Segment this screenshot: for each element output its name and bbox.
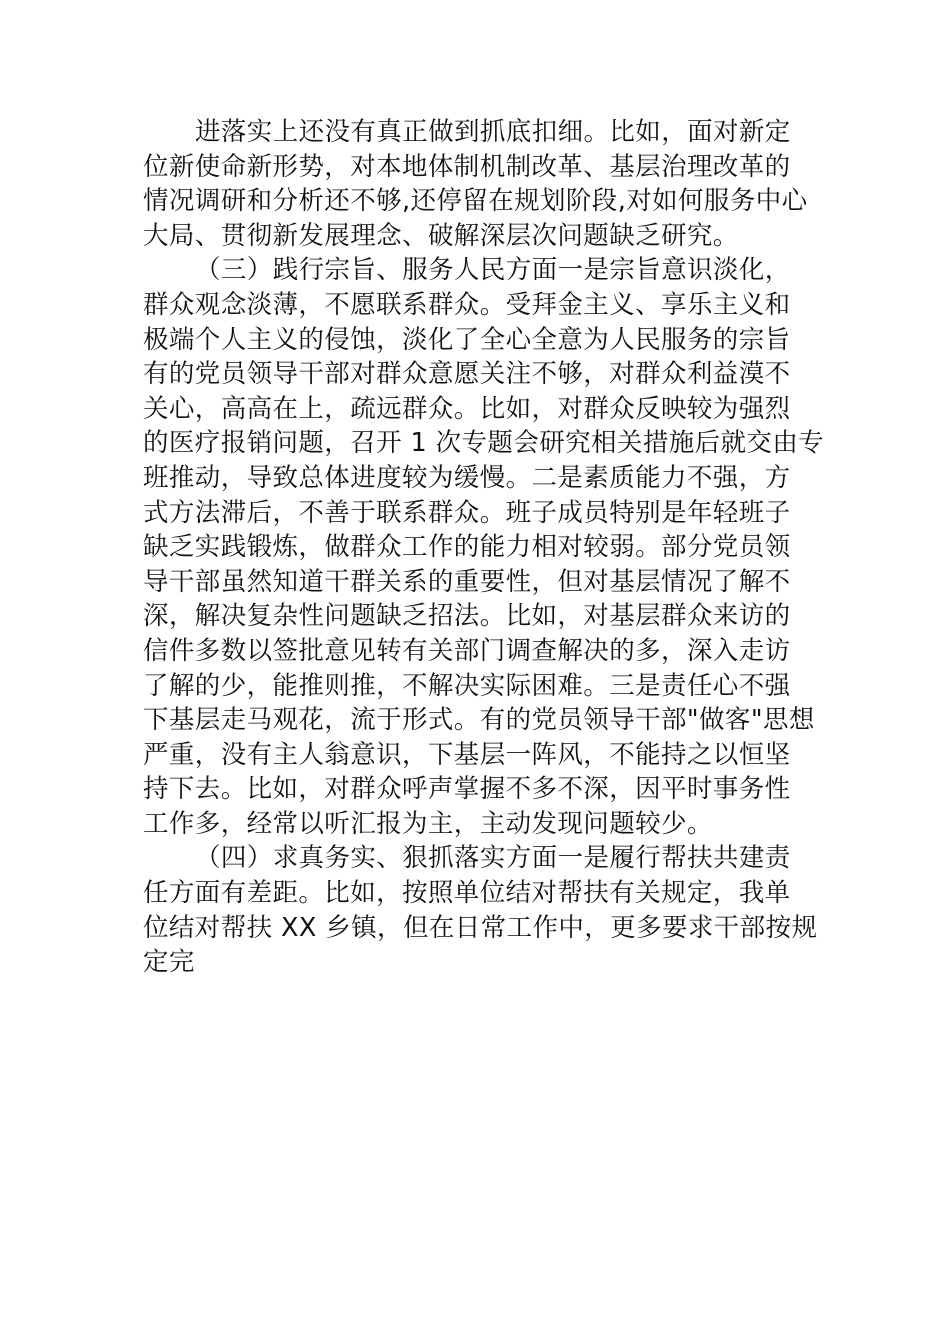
text-line: 式方法滞后，不善于联系群众。班子成员特别是年轻班子: [143, 497, 791, 528]
text-line: 位结对帮扶 XX 乡镇，但在日常工作中，更多要求干部按规: [143, 912, 818, 943]
text-line: 工作多，经常以听汇报为主，主动发现问题较少。: [143, 808, 713, 839]
text-line: 情况调研和分析还不够,还停留在规划阶段,对如何服务中心: [143, 186, 808, 217]
text-line: 的医疗报销问题，召开 1 次专题会研究相关措施后就交由专: [143, 428, 825, 459]
text-line: 大局、贯彻新发展理念、破解深层次问题缺乏研究。: [143, 220, 739, 251]
text-line: 下基层走马观花，流于形式。有的党员领导干部"做客"思想: [143, 705, 815, 736]
text-line: 极端个人主义的侵蚀，淡化了全心全意为人民服务的宗旨: [143, 324, 791, 355]
text-line: 班推动，导致总体进度较为缓慢。二是素质能力不强，方: [143, 462, 791, 493]
section-heading-line: （四）求真务实、狠抓落实方面一是履行帮扶共建责: [195, 843, 791, 874]
text-line: 了解的少，能推则推，不解决实际困难。三是责任心不强: [143, 670, 791, 701]
text-line: 定完: [143, 947, 195, 978]
text-line: 进落实上还没有真正做到抓底扣细。比如，面对新定: [195, 117, 791, 147]
text-line: 任方面有差距。比如，按照单位结对帮扶有关规定，我单: [143, 878, 791, 909]
text-line: 信件多数以签批意见转有关部门调查解决的多，深入走访: [143, 635, 791, 666]
text-line: 持下去。比如，对群众呼声掌握不多不深，因平时事务性: [143, 774, 791, 805]
text-line: 缺乏实践锻炼，做群众工作的能力相对较弱。部分党员领: [143, 532, 791, 563]
text-line: 严重，没有主人翁意识，下基层一阵风，不能持之以恒坚: [143, 739, 791, 770]
text-line: 有的党员领导干部对群众意愿关注不够，对群众利益漠不: [143, 359, 791, 390]
text-line: 深，解决复杂性问题缺乏招法。比如，对基层群众来访的: [143, 601, 791, 632]
text-line: 导干部虽然知道干群关系的重要性，但对基层情况了解不: [143, 566, 791, 597]
section-heading-line: （三）践行宗旨、服务人民方面一是宗旨意识淡化，: [195, 255, 791, 286]
document-body: [143, 115, 825, 980]
text-line: 关心，高高在上，疏远群众。比如，对群众反映较为强烈: [143, 393, 791, 424]
text-line: 群众观念淡薄，不愿联系群众。受拜金主义、享乐主义和: [143, 289, 791, 320]
text-line: 位新使命新形势，对本地体制机制改革、基层治理改革的: [143, 151, 791, 182]
